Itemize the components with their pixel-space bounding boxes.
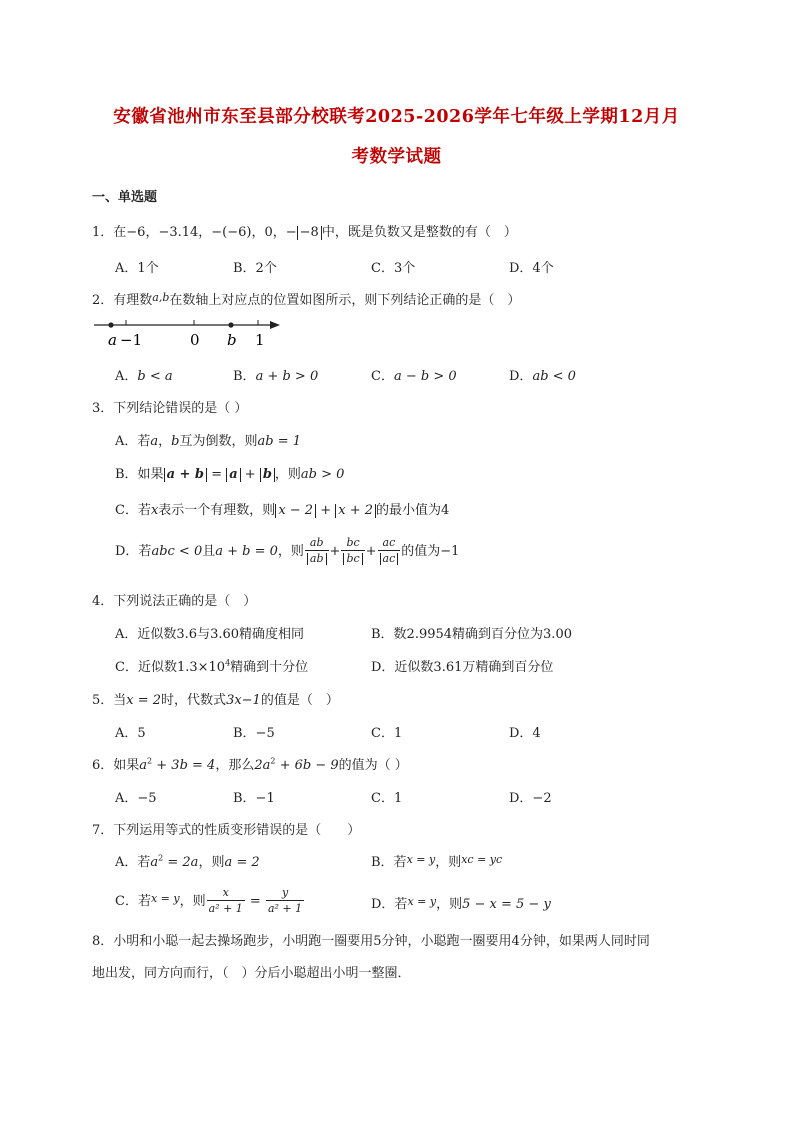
label-1: 1 bbox=[255, 331, 265, 349]
q2-prefix: 2．有理数 bbox=[92, 293, 153, 308]
q1-abs: −8 bbox=[297, 226, 322, 240]
q2-option-c: C．a − b > 0 bbox=[371, 369, 457, 384]
question-2 bbox=[92, 289, 520, 308]
q6-option-a: A．−5 bbox=[115, 791, 157, 806]
q8-line-2: 地出发，同方向而行，（ ）分后小聪超出小明一整圈． bbox=[92, 966, 411, 981]
q1-option-c: C．3个 bbox=[371, 261, 416, 276]
label-0: 0 bbox=[190, 331, 200, 349]
question-4-stem: 4．下列说法正确的是（ ） bbox=[92, 594, 257, 609]
q7-c-frac-1: $\frac{x}{\text{a² + 1}}$ bbox=[208, 886, 243, 915]
q1-prefix: 1．在 bbox=[92, 225, 127, 240]
q4-option-c: C．近似数$1.3\times 10^4$精确到十分位 bbox=[115, 658, 309, 675]
q7-c-frac-2: $\frac{y}{\text{a² + 1}}$ bbox=[267, 886, 303, 915]
q6-option-d: D．−2 bbox=[509, 791, 552, 806]
q1-list: −6，−3.14，−(−6)，0，− bbox=[126, 225, 297, 240]
q3-d-frac-2: $\frac{bc}{bc}$ bbox=[341, 536, 364, 567]
q2-option-d: D．ab < 0 bbox=[509, 369, 576, 384]
q1-option-d: D．4个 bbox=[509, 261, 554, 276]
q7-option-c: C．若$^{x = y}$，则 $\frac{x}{\text{a² + 1}}$ = $\frac{y}{\text{a² + 1}}$ bbox=[115, 886, 303, 915]
label-minus-1: −1 bbox=[120, 331, 143, 349]
section-heading: 一、单选题 bbox=[92, 190, 158, 205]
question-5: 5．当x = 2时，代数式3x−1的值是（ ） bbox=[92, 693, 339, 708]
q4-option-a: A．近似数3.6与3.60精确度相同 bbox=[115, 627, 305, 642]
q7-option-a: A．若$a^2 = 2a$，则a = 2 bbox=[115, 853, 260, 870]
q4-option-d: D．近似数3.61万精确到百分位 bbox=[371, 660, 554, 675]
q1-suffix: 中，既是负数又是整数的有（ ） bbox=[321, 225, 517, 240]
number-line-arrow bbox=[270, 321, 280, 329]
q8-line-1: 8．小明和小聪一起去操场跑步，小明跑一圈要用5分钟，小聪跑一圈要用4分钟，如果两人同时同 bbox=[92, 934, 650, 949]
q1-option-a: A．1个 bbox=[115, 261, 159, 276]
q7-option-d: D．若$^{x = y}$，则5 − x = 5 − y bbox=[371, 895, 551, 912]
question-1 bbox=[92, 221, 517, 240]
q7-option-b: B．若$^{x = y}$，则$^{xc = yc}$ bbox=[371, 853, 503, 870]
q6-option-c: C．1 bbox=[371, 791, 403, 806]
question-6: 6．如果$a^2 + 3b = 4$，那么$2a^2 + 6b - 9$的值为（ ） bbox=[92, 756, 408, 773]
question-7-stem: 7．下列运用等式的性质变形错误的是（ ） bbox=[92, 823, 361, 838]
q1-option-b: B．2个 bbox=[233, 261, 277, 276]
question-3-stem: 3．下列结论错误的是（ ） bbox=[92, 401, 248, 416]
q3-d-frac-1: $\frac{ab}{ab}$ bbox=[305, 536, 329, 567]
number-line bbox=[92, 313, 292, 353]
q2-var: a,b bbox=[152, 291, 170, 304]
label-b: b bbox=[227, 331, 237, 349]
q3-option-a: A．若a，b互为倒数，则ab = 1 bbox=[115, 434, 302, 449]
q5-option-a: A．5 bbox=[115, 726, 146, 741]
question-8 bbox=[92, 926, 702, 990]
q3-option-c: C．若x表示一个有理数，则 x − 2 + x + 2 的最小值为4 bbox=[115, 503, 450, 518]
q3-option-d: D．若abc < 0且a + b = 0，则 $\frac{ab}{ab}$ + $\frac{bc}{bc}$ + $\frac{ac}{ac}$ 的值为−1 bbox=[115, 536, 460, 565]
q5-option-c: C．1 bbox=[371, 726, 403, 741]
q4-option-b: B．数2.9954精确到百分位为3.00 bbox=[371, 627, 572, 642]
q3-d-frac-3: $\frac{ac}{ac}$ bbox=[378, 536, 401, 567]
document-title-line-2: 考数学试题 bbox=[351, 147, 442, 167]
point-b bbox=[228, 322, 233, 327]
q2-option-a: A．b < a bbox=[115, 369, 173, 384]
label-a: a bbox=[108, 331, 117, 349]
q2-option-b: B．a + b > 0 bbox=[233, 369, 319, 384]
q6-option-b: B．−1 bbox=[233, 791, 275, 806]
q5-option-b: B．−5 bbox=[233, 726, 275, 741]
point-a bbox=[108, 322, 113, 327]
document-title-line-1: 安徽省池州市东至县部分校联考2025-2026学年七年级上学期12月月 bbox=[113, 107, 680, 127]
q3-option-b: B．如果 a + b = a + b ，则ab > 0 bbox=[115, 467, 345, 482]
q5-option-d: D．4 bbox=[509, 726, 541, 741]
q2-suffix: 在数轴上对应点的位置如图所示，则下列结论正确的是（ ） bbox=[169, 293, 521, 308]
